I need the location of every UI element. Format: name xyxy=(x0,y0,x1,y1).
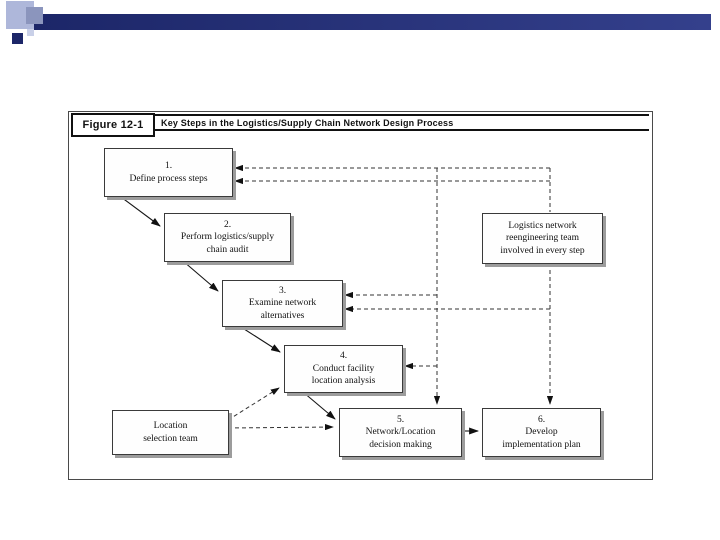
box-step-3-text2: alternatives xyxy=(260,310,305,321)
box-step-3-text: Examine network xyxy=(248,298,317,309)
decor-square-mid xyxy=(26,7,43,24)
box-step-1 xyxy=(104,148,233,197)
box-step-6 xyxy=(482,408,601,457)
slide-decoration xyxy=(0,0,720,50)
box-step-3 xyxy=(222,280,343,327)
box-reengineering-team-line1: Logistics network xyxy=(508,220,577,231)
box-step-6-number: 6. xyxy=(537,414,546,425)
box-step-5-number: 5. xyxy=(396,414,405,425)
box-reengineering-team-line3: involved in every step xyxy=(500,245,585,256)
decor-square-tiny xyxy=(27,29,34,36)
box-step-1-text: Define process steps xyxy=(129,173,208,184)
box-step-4-text: Conduct facility xyxy=(312,363,375,374)
box-step-6-text2: implementation plan xyxy=(502,439,581,450)
box-step-2 xyxy=(164,213,291,262)
box-location-team xyxy=(112,410,229,455)
box-reengineering-team-line2: reengineering team xyxy=(505,233,580,244)
box-step-6-text: Develop xyxy=(525,427,558,438)
box-step-5-text: Network/Location xyxy=(365,427,436,438)
box-step-2-number: 2. xyxy=(223,219,232,230)
figure-title: Key Steps in the Logistics/Supply Chain Network Design Process xyxy=(155,114,649,131)
figure-label: Figure 12-1 xyxy=(71,113,155,137)
decor-square-navy xyxy=(12,33,23,44)
box-step-2-text2: chain audit xyxy=(206,244,249,255)
box-location-team-line1: Location xyxy=(153,421,188,432)
box-step-4-number: 4. xyxy=(339,351,348,362)
box-step-5 xyxy=(339,408,462,457)
box-reengineering-team xyxy=(482,213,603,264)
box-location-team-line2: selection team xyxy=(143,433,198,444)
box-step-2-text: Perform logistics/supply xyxy=(180,232,275,243)
box-step-3-number: 3. xyxy=(278,285,287,296)
box-step-1-number: 1. xyxy=(164,161,173,172)
box-step-5-text2: decision making xyxy=(369,439,432,450)
decor-bar xyxy=(32,14,711,30)
box-step-4-text2: location analysis xyxy=(311,376,376,387)
box-step-4 xyxy=(284,345,403,393)
